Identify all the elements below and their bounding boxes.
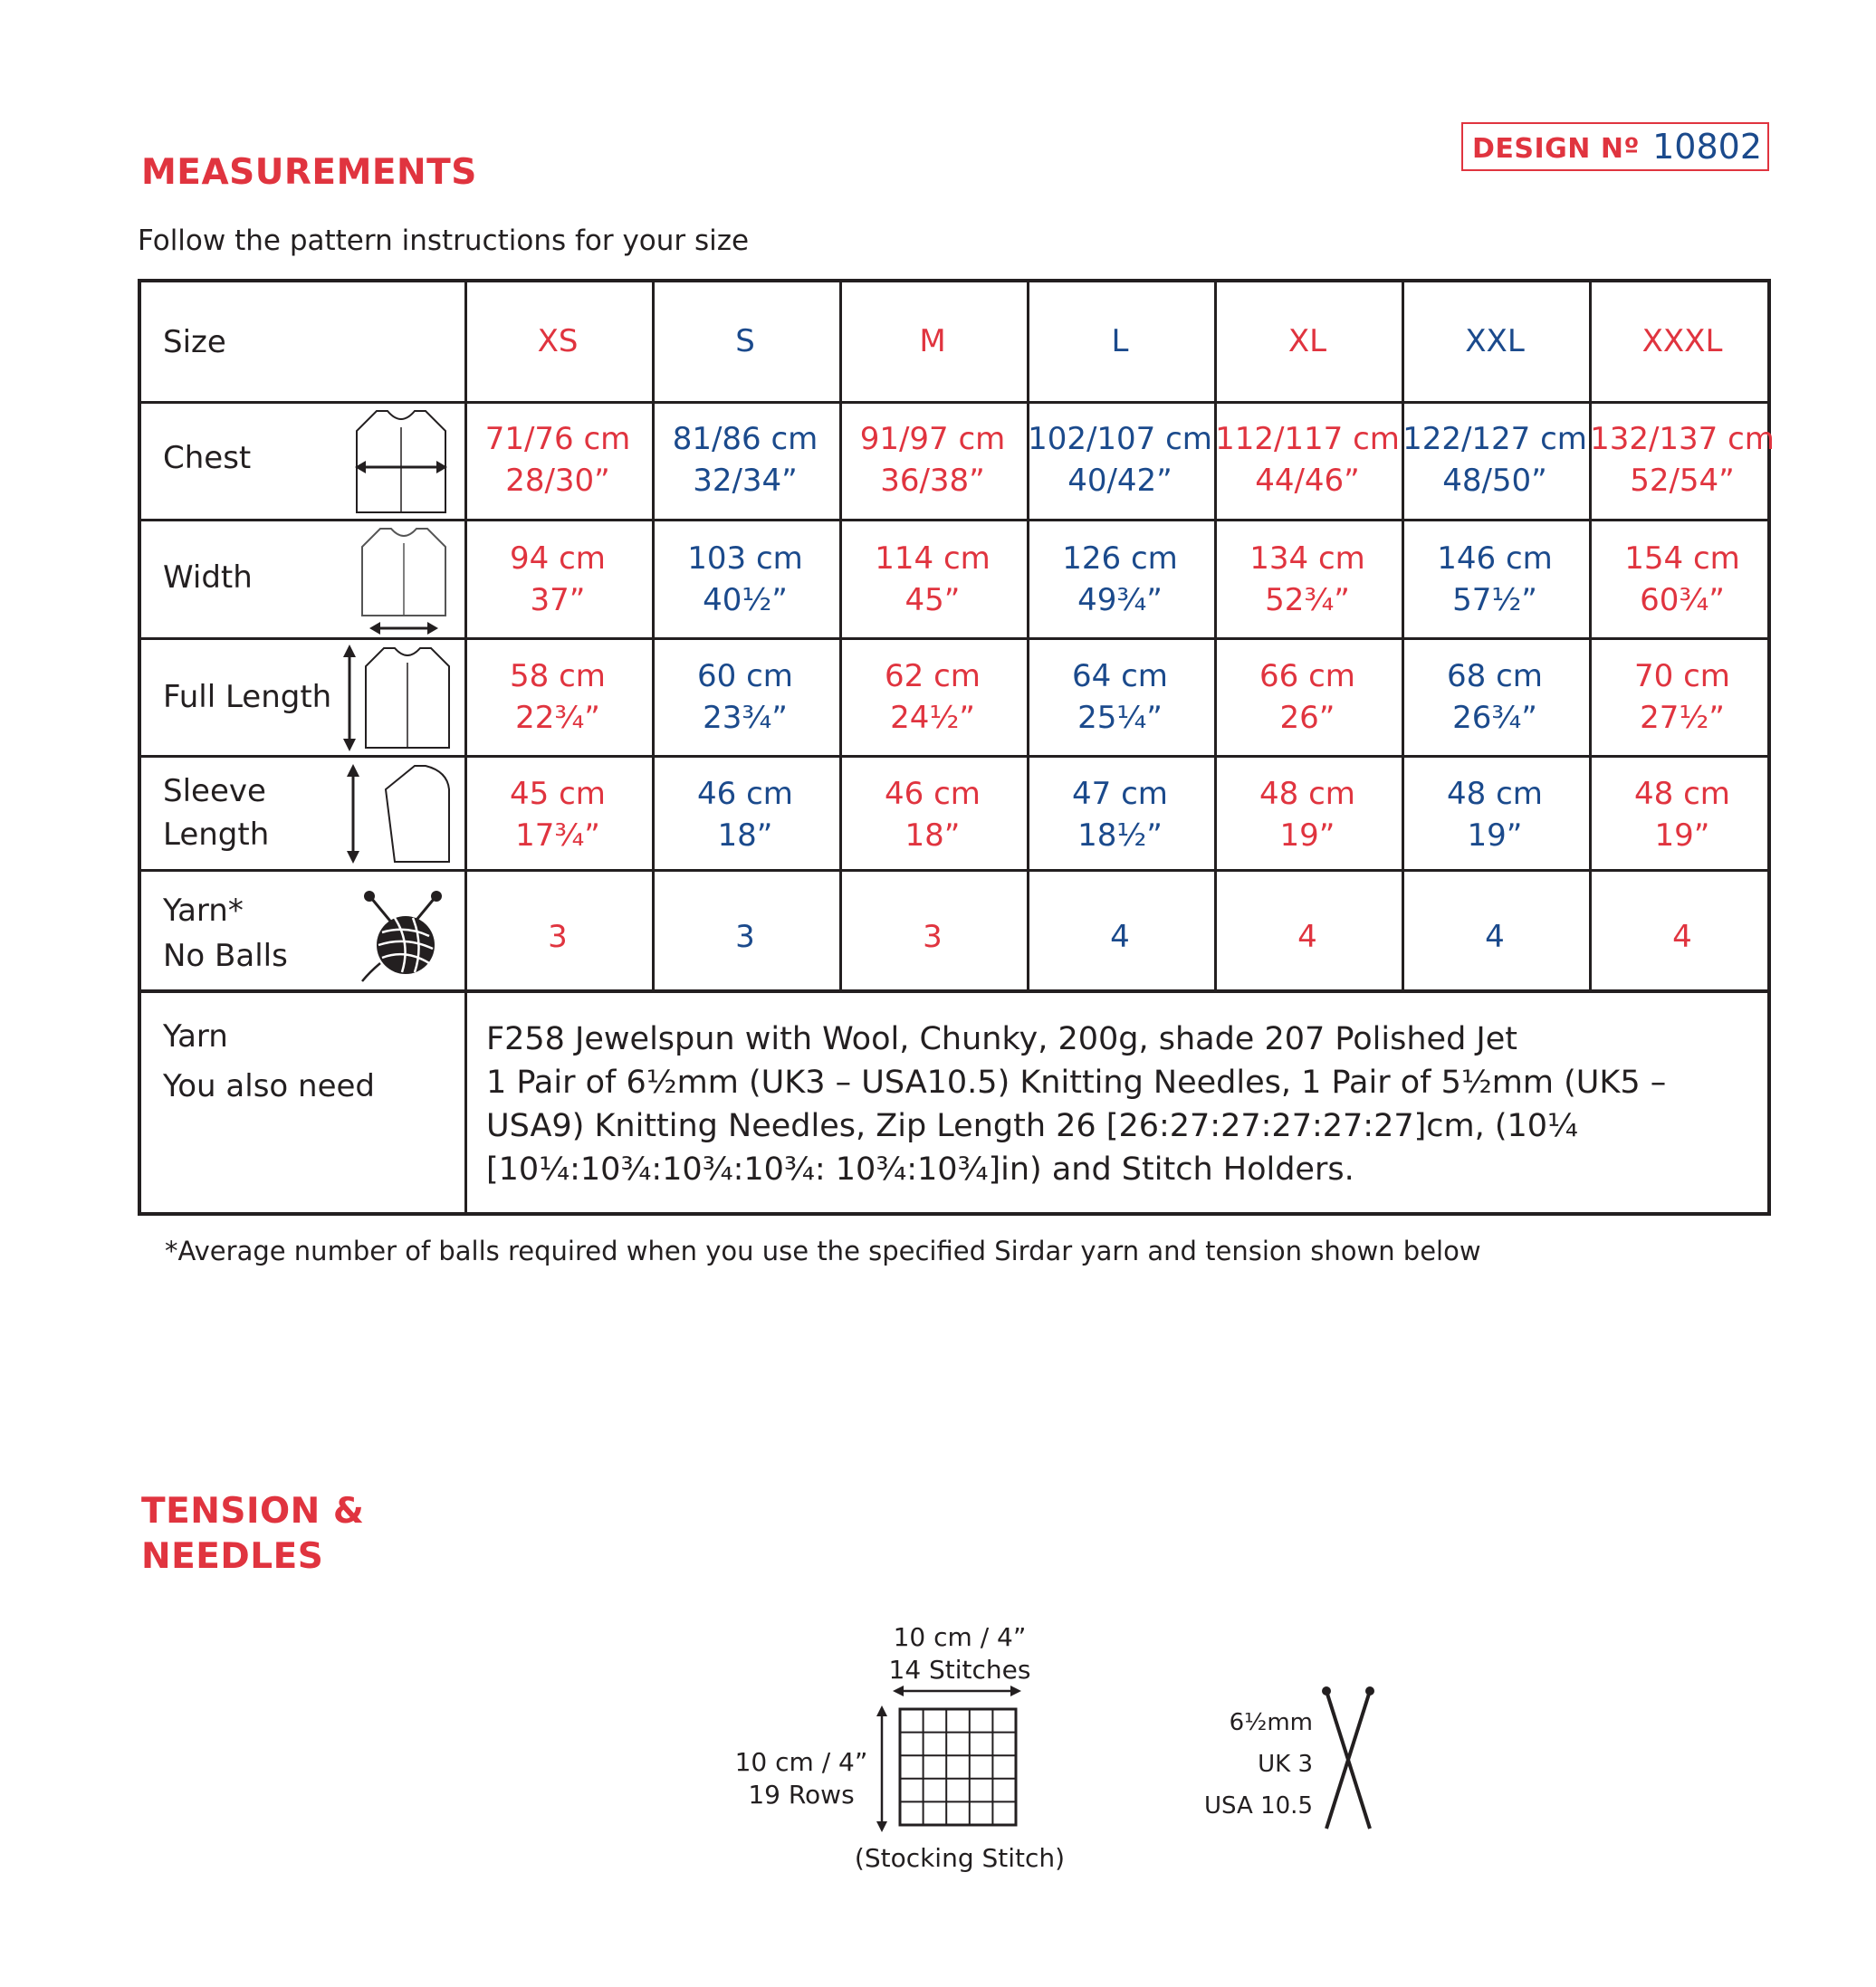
- table-divider: [141, 755, 1767, 758]
- needle-size-block: [1168, 1702, 1313, 1827]
- full-length-in: 24½”: [890, 700, 975, 736]
- width-cm: 146 cm: [1437, 540, 1553, 577]
- sleeve-length-in: 19”: [1467, 817, 1523, 854]
- yarn-balls-value: 4: [1297, 919, 1317, 955]
- size-header: XXXL: [1642, 323, 1723, 359]
- sleeve-length-cm: 46 cm: [697, 776, 793, 812]
- chest-cm: 112/117 cm: [1215, 421, 1400, 457]
- width-cm: 134 cm: [1249, 540, 1365, 577]
- yarn-balls-value: 4: [1485, 919, 1505, 955]
- width-in: 52¾”: [1265, 582, 1350, 618]
- size-header: M: [919, 323, 946, 359]
- yarn-balls-value: 3: [548, 919, 568, 955]
- full-length-in: 27½”: [1640, 700, 1725, 736]
- yarn-row-labels: [163, 1012, 375, 1112]
- width-in: 57½”: [1452, 582, 1537, 618]
- full-length-in: 26”: [1279, 700, 1335, 736]
- needle-usa: USA 10.5: [1204, 1792, 1313, 1820]
- width-cm: 126 cm: [1062, 540, 1178, 577]
- design-number: 10802: [1652, 127, 1762, 167]
- sleeve-length-in: 18½”: [1077, 817, 1163, 854]
- sleeve-length-cm: 48 cm: [1259, 776, 1355, 812]
- width-in: 45”: [904, 582, 961, 618]
- row-label-yarn: Yarn*: [163, 893, 244, 929]
- sleeve-length-cm: 47 cm: [1072, 776, 1168, 812]
- sleeve-length-cm: 48 cm: [1447, 776, 1543, 812]
- also-need-label: You also need: [163, 1068, 375, 1104]
- design-label: DESIGN Nº: [1472, 133, 1640, 165]
- design-number-box: [1461, 122, 1769, 171]
- tension-stitches: 14 Stitches: [888, 1655, 1031, 1685]
- size-header: XL: [1287, 323, 1327, 359]
- full-length-in: 22¾”: [515, 700, 600, 736]
- sleeve-length-cm: 45 cm: [510, 776, 606, 812]
- table-divider: [141, 869, 1767, 872]
- chest-cm: 102/107 cm: [1028, 421, 1212, 457]
- table-divider: [141, 401, 1767, 404]
- full-length-cm: 68 cm: [1447, 658, 1543, 694]
- chest-cm: 132/137 cm: [1590, 421, 1775, 457]
- chest-icon: [351, 407, 451, 516]
- full-length-cm: 66 cm: [1259, 658, 1355, 694]
- size-header: XXL: [1465, 323, 1525, 359]
- measurements-subtitle: Follow the pattern instructions for your size: [138, 224, 750, 257]
- yarn-balls-value: 4: [1672, 919, 1692, 955]
- full-length-icon: [339, 643, 453, 755]
- yarn-ball-icon: [359, 889, 449, 983]
- row-label-full-length: Full Length: [163, 679, 332, 715]
- width-cm: 154 cm: [1624, 540, 1740, 577]
- full-length-cm: 58 cm: [510, 658, 606, 694]
- full-length-in: 25¼”: [1077, 700, 1163, 736]
- width-icon: [359, 525, 449, 637]
- full-length-cm: 60 cm: [697, 658, 793, 694]
- table-divider: [141, 637, 1767, 640]
- table-divider: [1589, 282, 1592, 989]
- width-in: 60¾”: [1640, 582, 1725, 618]
- full-length-cm: 64 cm: [1072, 658, 1168, 694]
- yarn-balls-value: 3: [735, 919, 755, 955]
- tension-width-measure: 10 cm / 4”: [893, 1622, 1027, 1652]
- row-label-no-balls: No Balls: [163, 938, 288, 974]
- tension-swatch-icon: [869, 1680, 1032, 1843]
- chest-cm: 71/76 cm: [484, 421, 631, 457]
- yarn-balls-value: 3: [923, 919, 943, 955]
- size-header: L: [1111, 323, 1129, 359]
- yarn-label: Yarn: [163, 1018, 228, 1055]
- needle-uk: UK 3: [1258, 1751, 1313, 1778]
- chest-cm: 91/97 cm: [859, 421, 1006, 457]
- chest-in: 44/46”: [1255, 463, 1360, 499]
- needle-size: 6½mm: [1229, 1709, 1313, 1736]
- width-cm: 94 cm: [510, 540, 606, 577]
- chest-cm: 81/86 cm: [672, 421, 818, 457]
- tension-title: [141, 1489, 503, 1580]
- tension-rows: 19 Rows: [748, 1780, 855, 1810]
- width-in: 37”: [530, 582, 586, 618]
- measurements-title: MEASUREMENTS: [141, 152, 477, 193]
- sleeve-length-in: 17¾”: [515, 817, 600, 854]
- chest-in: 52/54”: [1630, 463, 1735, 499]
- width-cm: 114 cm: [875, 540, 991, 577]
- width-in: 49¾”: [1077, 582, 1163, 618]
- row-label-sleeve-length: Length: [163, 817, 270, 853]
- size-header: S: [735, 323, 755, 359]
- sleeve-length-in: 19”: [1654, 817, 1710, 854]
- tension-title-line2: NEEDLES: [141, 1536, 324, 1577]
- table-divider: [141, 989, 1767, 993]
- row-label-sleeve: Sleeve: [163, 773, 266, 809]
- sleeve-length-cm: 46 cm: [885, 776, 981, 812]
- row-label-chest: Chest: [163, 440, 252, 476]
- full-length-in: 26¾”: [1452, 700, 1537, 736]
- sleeve-length-icon: [342, 762, 453, 869]
- yarn-balls-value: 4: [1110, 919, 1130, 955]
- chest-in: 28/30”: [505, 463, 610, 499]
- size-header: XS: [537, 323, 579, 359]
- full-length-cm: 70 cm: [1634, 658, 1730, 694]
- yarn-description: F258 Jewelspun with Wool, Chunky, 200g, shade 207 Polished Jet: [486, 1021, 1517, 1057]
- yarn-description-block: [486, 1017, 1754, 1191]
- tension-stitch-type: (Stocking Stitch): [854, 1843, 1066, 1873]
- full-length-in: 23¾”: [703, 700, 788, 736]
- chest-in: 36/38”: [880, 463, 985, 499]
- also-need-description: 1 Pair of 6½mm (UK3 – USA10.5) Knitting Needles, 1 Pair of 5½mm (UK5 – USA9) Knitting Needles, Zip Length 26 [26:27:27:27:27:27]cm, (10¼ [10¼:10¾:10¾:10¾: 10¾:10¾]in) and Stitch Holders.: [486, 1065, 1667, 1188]
- chest-in: 48/50”: [1442, 463, 1547, 499]
- width-in: 40½”: [703, 582, 788, 618]
- table-divider: [1027, 282, 1029, 989]
- chest-in: 32/34”: [693, 463, 798, 499]
- sleeve-length-in: 18”: [904, 817, 961, 854]
- full-length-cm: 62 cm: [885, 658, 981, 694]
- table-divider: [839, 282, 842, 989]
- tension-height-measure: 10 cm / 4”: [734, 1747, 868, 1777]
- measurements-table: [138, 279, 1775, 1216]
- chest-in: 40/42”: [1067, 463, 1172, 499]
- width-cm: 103 cm: [687, 540, 803, 577]
- sleeve-length-cm: 48 cm: [1634, 776, 1730, 812]
- row-label-width: Width: [163, 559, 253, 596]
- tension-title-line1: TENSION &: [141, 1491, 365, 1532]
- chest-cm: 122/127 cm: [1402, 421, 1587, 457]
- table-divider: [1214, 282, 1217, 989]
- table-divider: [141, 519, 1767, 521]
- sleeve-length-in: 18”: [717, 817, 773, 854]
- table-divider: [1402, 282, 1404, 989]
- footnote: *Average number of balls required when you use the specified Sirdar yarn and tension shown below: [165, 1236, 1481, 1266]
- table-divider: [652, 282, 655, 989]
- size-label: Size: [163, 324, 226, 360]
- knitting-needles-icon: [1317, 1684, 1381, 1836]
- sleeve-length-in: 19”: [1279, 817, 1335, 854]
